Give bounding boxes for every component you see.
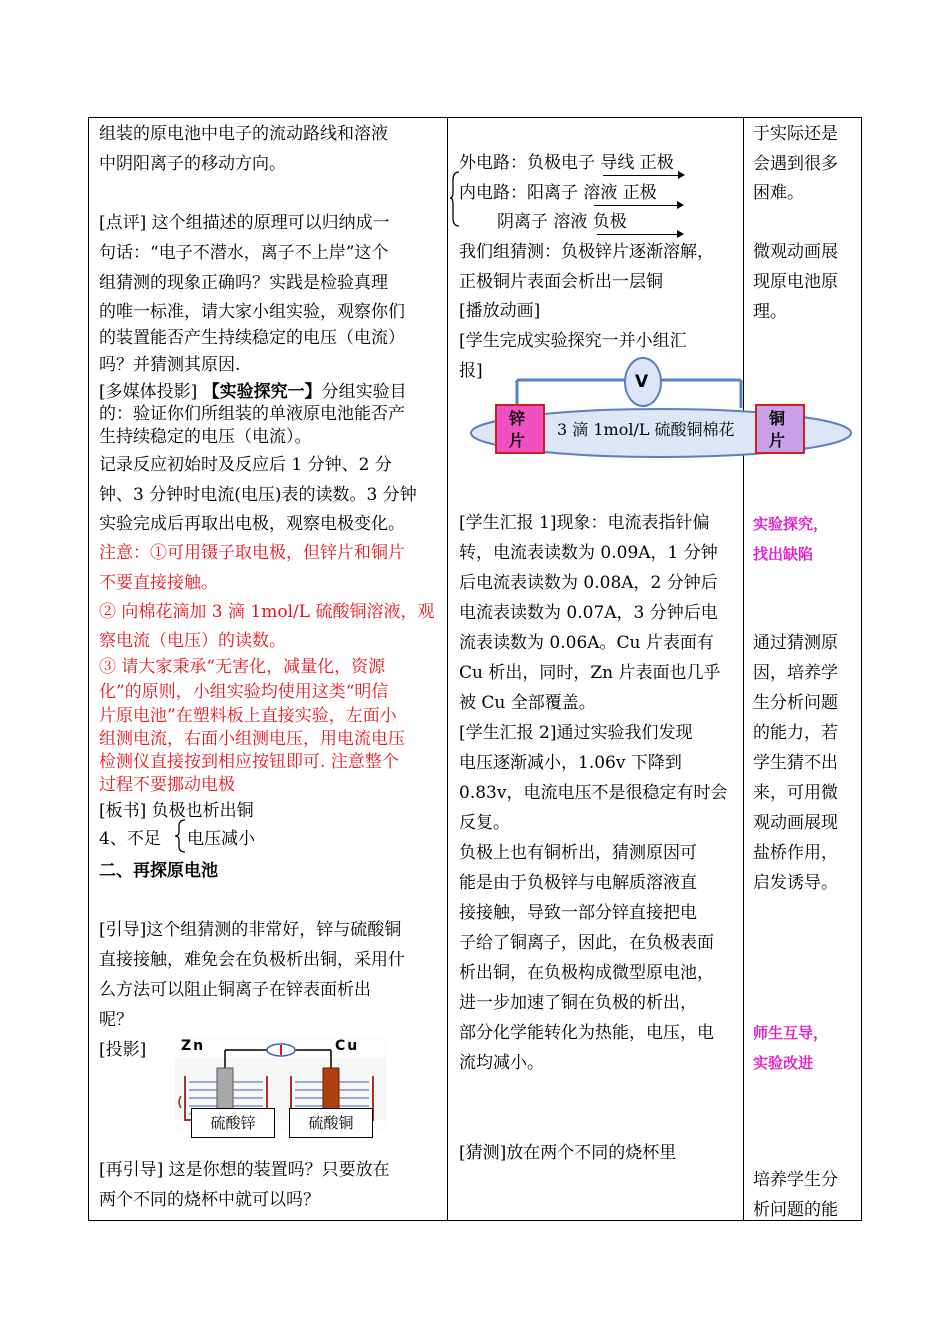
note-line: 过程不要挪动电极 xyxy=(99,775,235,795)
text-span: 外电路：负极电子 xyxy=(459,153,601,173)
text-line: 反复。 xyxy=(459,813,510,833)
note-line: 组测电流，右面小组测电压，用电流电压 xyxy=(99,729,405,749)
text-line: 报] xyxy=(459,361,483,381)
text-line: [学生汇报 1]现象：电流表指针偏 xyxy=(459,513,710,533)
column-divider xyxy=(447,118,448,1220)
arrow-icon xyxy=(603,175,683,176)
text-line: 被 Cu 全部覆盖。 xyxy=(459,693,596,713)
text-line: 析出铜，在负极构成微型原电池， xyxy=(459,963,714,983)
text-span: 正极 xyxy=(634,153,674,173)
text-line: [猜测]放在两个不同的烧杯里 xyxy=(459,1143,677,1163)
text-line: 0.83v，电流电压不是很稳定有时会 xyxy=(459,783,728,803)
text-span: 溶液 xyxy=(553,212,588,232)
text-line: 困难。 xyxy=(753,183,804,203)
experiment-heading: 【实验探究一】 xyxy=(202,382,322,402)
text-line: 培养学生分 xyxy=(753,1170,838,1190)
text-line: 流表读数为 0.06A。Cu 片表面有 xyxy=(459,633,714,653)
highlight-note: 找出缺陷 xyxy=(753,545,814,563)
design-intent-column xyxy=(745,118,861,1220)
text-span: 导线 xyxy=(600,153,635,173)
text-line xyxy=(459,153,674,173)
text-line: 的唯一标准，请大家小组实验，观察你们 xyxy=(99,302,405,322)
text-line: 两个不同的烧杯中就可以吗？ xyxy=(99,1190,320,1210)
text-line: 会遇到很多 xyxy=(753,154,838,174)
text-span: 阴离子 xyxy=(497,212,554,232)
text-line: 钟、3 分钟时电流(电压)表的读数。3 分钟 xyxy=(99,485,417,505)
text-line: 析问题的能 xyxy=(753,1200,838,1220)
text-line: 电流表读数为 0.07A，3 分钟后电 xyxy=(459,603,718,623)
highlight-note: 实验探究， xyxy=(753,515,829,533)
text-line: 接接触，导致一部分锌直接把电 xyxy=(459,903,697,923)
zn-label: Zn xyxy=(181,1038,206,1054)
text-line: Cu 析出，同时，Zn 片表面也几乎 xyxy=(459,663,721,683)
text-span: [多媒体投影] xyxy=(99,382,203,402)
column-divider xyxy=(743,118,744,1220)
cotton-label: 3 滴 1mol/L 硫酸铜棉花 xyxy=(557,420,735,439)
text-line: 流均减小。 xyxy=(459,1053,544,1073)
text-line: 记录反应初始时及反应后 1 分钟、2 分 xyxy=(99,455,392,475)
lesson-table xyxy=(88,117,862,1221)
text-line: 于实际还是 xyxy=(753,124,838,144)
text-line: 中阴阳离子的移动方向。 xyxy=(99,154,286,174)
text-line: 正极铜片表面会析出一层铜 xyxy=(459,272,663,292)
text-line: 盐桥作用， xyxy=(753,843,838,863)
text-line: 直接接触，难免会在负极析出铜，采用什 xyxy=(99,950,405,970)
text-line: 来，可用微 xyxy=(753,783,838,803)
brace-icon xyxy=(173,818,187,854)
zinc-label: 片 xyxy=(509,431,526,450)
cu-label: Cu xyxy=(335,1038,360,1054)
text-line: [点评] 这个组描述的原理可以归纳成一 xyxy=(99,213,390,233)
text-line: 组装的原电池中电子的流动路线和溶液 xyxy=(99,124,388,144)
text-line: [投影] xyxy=(99,1040,147,1060)
highlight-note: 实验改进 xyxy=(753,1054,814,1072)
note-line: 察电流（电压）的读数。 xyxy=(99,631,286,651)
text-line: 学生猜不出 xyxy=(753,753,838,773)
copper-sulfate-label: 硫酸铜 xyxy=(289,1108,373,1138)
text-span: 内电路：阳离子 xyxy=(459,183,584,203)
text-line: 现原电池原 xyxy=(753,272,838,292)
text-line: 吗？并猜测其原因. xyxy=(99,355,241,375)
board-note: [板书] 负极也析出铜 xyxy=(99,801,254,821)
zinc-label: 锌 xyxy=(509,409,526,428)
copper-label: 铜 xyxy=(769,409,786,428)
text-line: 观动画展现 xyxy=(753,813,838,833)
text-line: 子给了铜离子，因此，在负极表面 xyxy=(459,933,714,953)
text-line: 么方法可以阻止铜离子在锌表面析出 xyxy=(99,980,371,1000)
text-line: 负极上也有铜析出，猜测原因可 xyxy=(459,843,697,863)
text-line: 转，电流表读数为 0.09A，1 分钟 xyxy=(459,543,718,563)
text-line xyxy=(459,183,657,203)
note-line: 化”的原则，小组实验均使用这类“明信 xyxy=(99,682,389,702)
text-line: 生持续稳定的电压（电流）。 xyxy=(99,427,312,447)
copper-label: 片 xyxy=(769,431,786,450)
text-line: 能是由于负极锌与电解质溶液直 xyxy=(459,873,697,893)
text-line: 的：验证你们所组装的单液原电池能否产 xyxy=(99,404,405,424)
text-line: 微观动画展 xyxy=(753,242,838,262)
text-line: 我们组猜测：负极锌片逐渐溶解， xyxy=(459,242,714,262)
text-line: [学生完成实验探究一并小组汇 xyxy=(459,331,687,351)
board-note: 电压减小 xyxy=(187,829,255,849)
note-line: ③ 请大家秉承“无害化，减量化，资源 xyxy=(99,657,386,677)
section-heading: 二、再探原电池 xyxy=(99,861,218,881)
text-line: 后电流表读数为 0.08A，2 分钟后 xyxy=(459,573,718,593)
text-line: 句话：“电子不潜水，离子不上岸”这个 xyxy=(99,243,389,263)
teacher-activity-column xyxy=(89,118,447,1220)
note-line: 注意：①可用镊子取电极，但锌片和铜片 xyxy=(99,543,405,563)
voltmeter-label: V xyxy=(635,372,649,392)
text-line: 因，培养学 xyxy=(753,663,838,683)
note-line: ② 向棉花滴加 3 滴 1mol/L 硫酸铜溶液，观 xyxy=(99,602,435,622)
text-span: 正极 xyxy=(617,183,657,203)
text-line: [引导]这个组猜测的非常好，锌与硫酸铜 xyxy=(99,920,402,940)
note-line: 不要直接接触。 xyxy=(99,573,218,593)
text-line: 进一步加速了铜在负极的析出， xyxy=(459,993,697,1013)
text-line: 组猜测的现象正确吗？实践是检验真理 xyxy=(99,273,388,293)
text-line: 实验完成后再取出电极，观察电极变化。 xyxy=(99,514,405,534)
text-line: 部分化学能转化为热能，电压，电 xyxy=(459,1023,714,1043)
note-line: 片原电池”在塑料板上直接实验，左面小 xyxy=(99,706,397,726)
text-line: [播放动画] xyxy=(459,301,541,321)
text-line: [再引导] 这是你想的装置吗？只要放在 xyxy=(99,1160,390,1180)
text-line: 电压逐渐减小，1.06v 下降到 xyxy=(459,753,682,773)
text-line: [学生汇报 2]通过实验我们发现 xyxy=(459,723,693,743)
note-line: 检测仪直接按到相应按钮即可. 注意整个 xyxy=(99,752,399,772)
text-span: 分组实验目 xyxy=(321,382,407,402)
text-line: 理。 xyxy=(753,302,787,322)
text-line: 呢？ xyxy=(99,1010,133,1030)
text-line: 的装置能否产生持续稳定的电压（电流） xyxy=(99,328,405,348)
text-line xyxy=(99,382,407,402)
highlight-note: 师生互导， xyxy=(753,1024,829,1042)
text-line: 通过猜测原 xyxy=(753,633,838,653)
text-line xyxy=(497,212,627,232)
zinc-sulfate-label: 硫酸锌 xyxy=(191,1108,275,1138)
text-line: 生分析问题 xyxy=(753,693,838,713)
zinc-electrode xyxy=(495,404,545,454)
arrow-icon xyxy=(594,205,682,206)
two-beaker-figure xyxy=(175,1036,387,1132)
arrow-icon xyxy=(597,234,682,235)
text-line: 启发诱导。 xyxy=(753,873,838,893)
text-span: 负极 xyxy=(587,212,627,232)
text-span: 溶液 xyxy=(583,183,618,203)
text-line: 的能力，若 xyxy=(753,723,838,743)
board-note: 4、不足 xyxy=(99,829,161,849)
